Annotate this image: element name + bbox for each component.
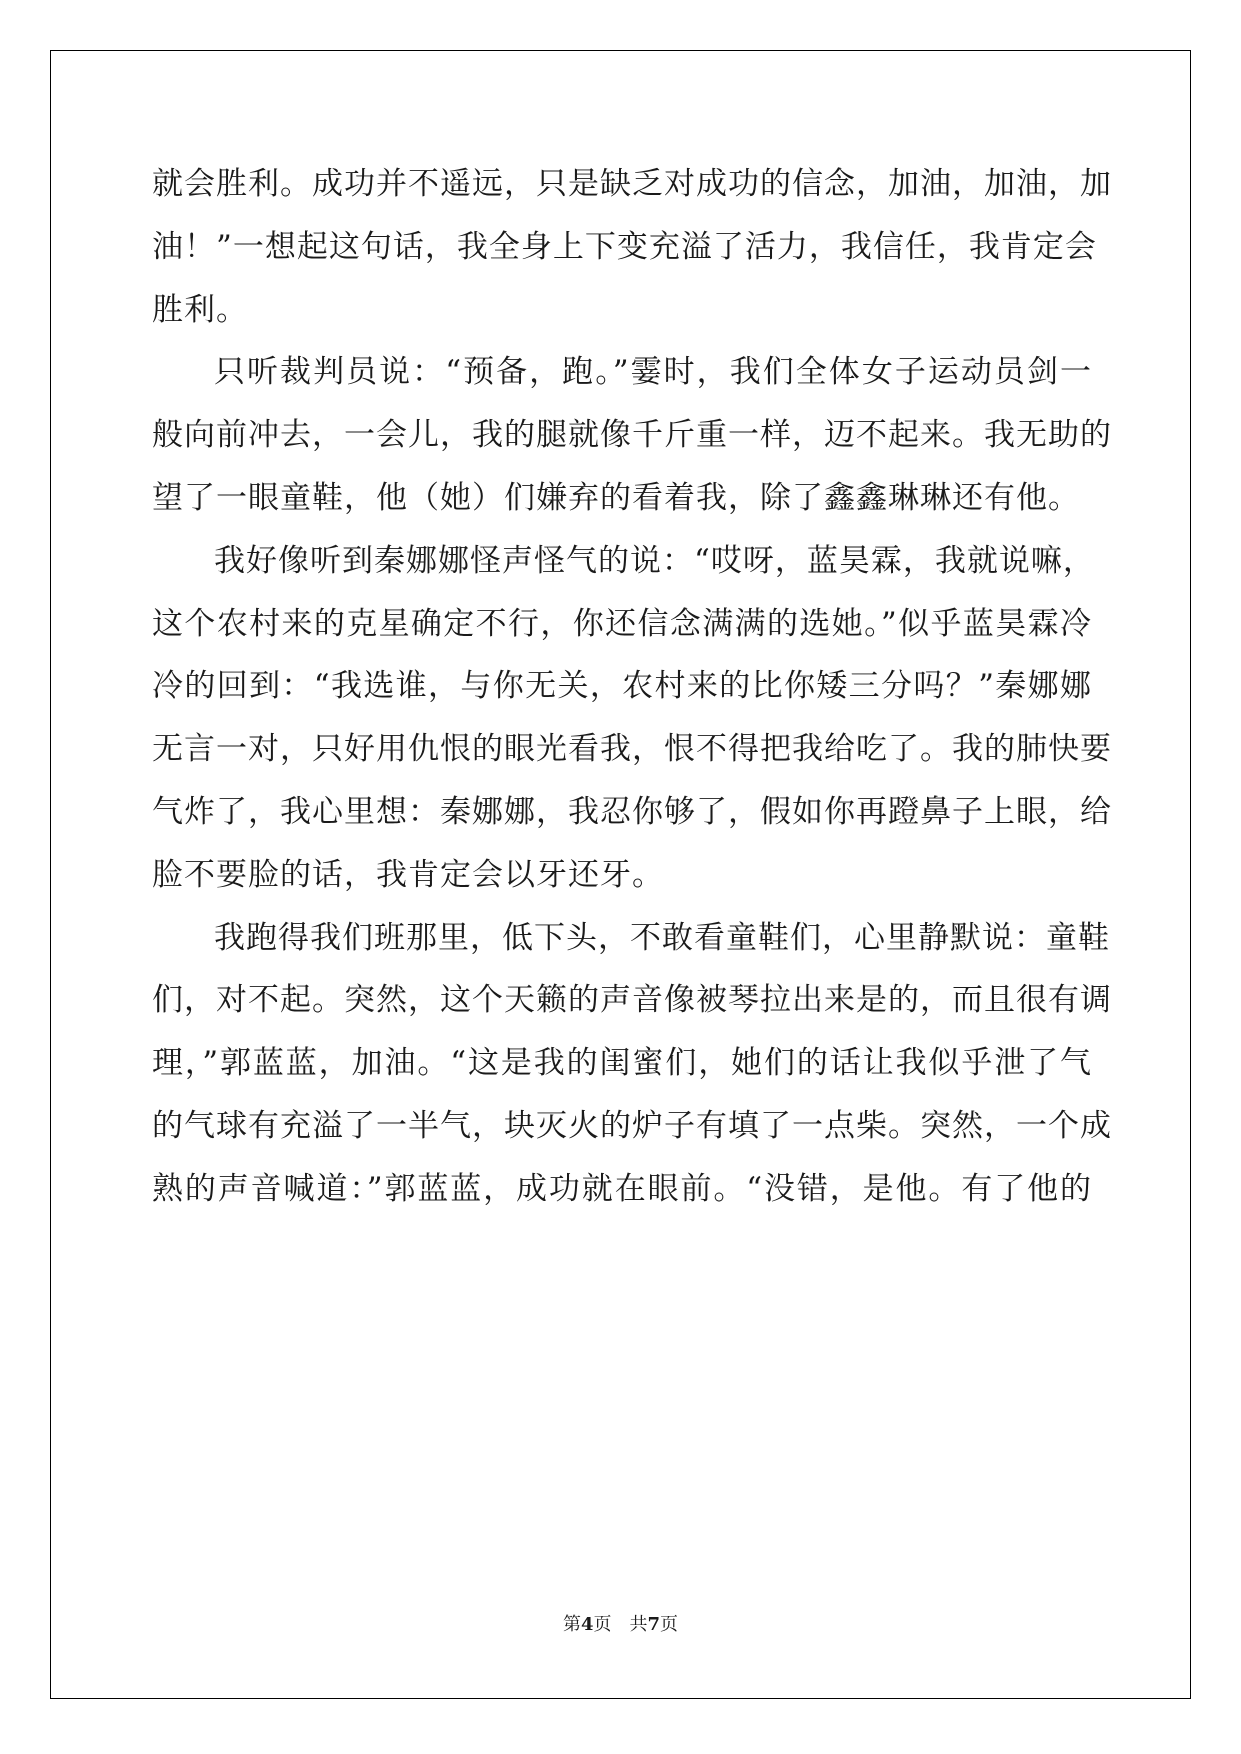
text-line: 脸不要脸的话，我肯定会以牙还牙。: [152, 856, 664, 893]
text-line: 冷的回到：“我选谁，与你无关，农村来的比你矮三分吗？”秦娜娜: [152, 668, 1092, 705]
page-label-suffix: 页: [593, 1614, 612, 1635]
document-body: [152, 153, 1112, 1221]
text-line: 我跑得我们班那里，低下头，不敢看童鞋们，心里静默说：童鞋: [214, 919, 1110, 956]
text-line: 熟的声音喊道：”郭蓝蓝，成功就在眼前。“没错，是他。有了他的: [152, 1170, 1092, 1207]
total-label-prefix: 共: [629, 1614, 648, 1635]
text-line: 们，对不起。突然，这个天籁的声音像被琴拉出来是的，而且很有调: [152, 982, 1112, 1019]
text-line: 就会胜利。成功并不遥远，只是缺乏对成功的信念，加油，加油，加: [152, 166, 1112, 202]
text-line: 我好像听到秦娜娜怪声怪气的说：“哎呀，蓝昊霖，我就说嘛，: [214, 542, 1095, 579]
text-line: 这个农村来的克星确定不行，你还信念满满的选她。”似乎蓝昊霖冷: [152, 605, 1092, 642]
current-page-number: 4: [580, 1614, 594, 1635]
text-line: 气炸了，我心里想：秦娜娜，我忍你够了，假如你再蹬鼻子上眼，给: [152, 793, 1112, 830]
text-line: 无言一对，只好用仇恨的眼光看我，恨不得把我给吃了。我的肺快要: [152, 731, 1112, 768]
text-line: 只听裁判员说：“预备，跑。”霎时，我们全体女子运动员剑一: [214, 354, 1092, 391]
text-line: 望了一眼童鞋，他（她）们嫌弃的看着我，除了鑫鑫琳琳还有他。: [152, 479, 1080, 516]
total-label-suffix: 页: [660, 1614, 679, 1635]
text-line: 油！”一想起这句话，我全身上下变充溢了活力，我信任，我肯定会: [152, 228, 1097, 265]
text-line: 般向前冲去，一会儿，我的腿就像千斤重一样，迈不起来。我无助的: [152, 417, 1112, 454]
page-footer: [0, 1610, 1241, 1636]
text-line: 的气球有充溢了一半气，块灭火的炉子有填了一点柴。突然，一个成: [152, 1107, 1112, 1144]
total-page-number: 7: [647, 1614, 661, 1635]
text-line: 胜利。: [152, 291, 248, 328]
page-label-prefix: 第: [562, 1614, 581, 1635]
text-line: 理，”郭蓝蓝，加油。“这是我的闺蜜们，她们的话让我似乎泄了气: [152, 1045, 1092, 1082]
